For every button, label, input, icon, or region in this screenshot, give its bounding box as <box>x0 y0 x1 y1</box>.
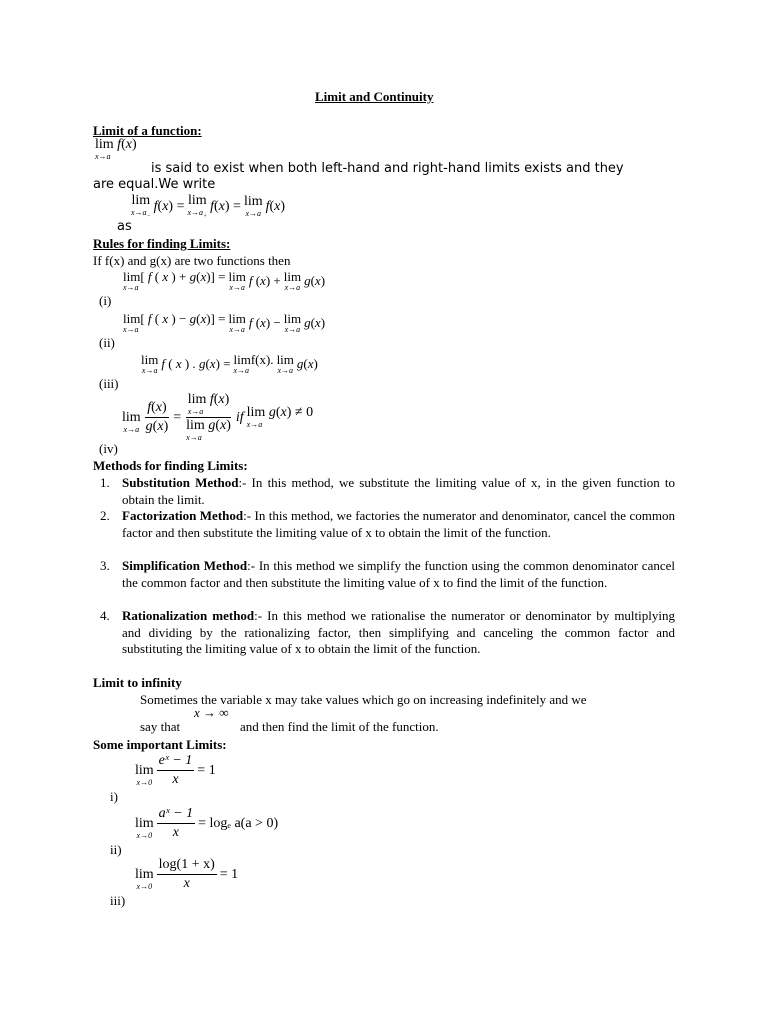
important-label-3: iii) <box>110 893 126 908</box>
rule-2-formula: lim[ f ( x ) − g(x)] = x→a lim x→a f (x) − lim x→a g(x) <box>123 311 326 334</box>
method-4: Rationalization method:- In this method we rationalise the numerator or denominator by multiplying and dividing by the rationalizing factor, then simplifying and canceling the common factor and substituting the limiting value of x to obtain the limit of the function. <box>122 608 675 657</box>
rule-4-formula: lim x→a $\frac{f(x)}{g(x)}$ = lim f(x) x→a lim g(x) x→a if lim g(x) ≠ 0 x→a <box>122 392 314 442</box>
rule-1-label: (i) <box>99 293 112 308</box>
important-limit-2: lim x→0 $\frac{\text{aˣ − 1}}{x}$ = logₑ a(a > 0) <box>135 806 279 841</box>
rule-4-label: (iv) <box>99 441 118 456</box>
rule-3-formula: lim x→a f ( x ) . g(x) = limf(x). x→a lim x→a g(x) <box>141 352 318 375</box>
infinity-arrow: x → ∞ <box>194 705 229 720</box>
important-limit-1: lim x→0 $\frac{\text{eˣ − 1}}{x}$ = 1 <box>135 753 216 788</box>
infinity-say-that: say that <box>140 719 181 734</box>
limit-notation: lim f(x) x→a <box>95 137 137 161</box>
rules-heading: Rules for finding Limits: <box>93 236 231 251</box>
important-heading: Some important Limits: <box>93 737 227 752</box>
important-label-2: ii) <box>110 842 122 857</box>
rule-1-formula: lim[ f ( x ) + g(x)] = x→a lim x→a f (x) + lim x→a g(x) <box>123 269 326 292</box>
limit-heading: Limit of a function: <box>93 123 202 138</box>
infinity-text-line2: and then find the limit of the function. <box>240 719 439 734</box>
infinity-heading: Limit to infinity <box>93 675 182 690</box>
limit-text-line2: are equal.We write <box>93 177 216 192</box>
method-2: Factorization Method:- In this method, we factories the numerator and denominator, cancel the common factor and then substitute the limiting value of x to obtain the limit of the function. <box>122 508 675 540</box>
method-3: Simplification Method:- In this method we simplify the function using the common denominator cancel the common factor and then substitute the limiting value of x to find the limit of the function. <box>122 558 675 590</box>
page-title: Limit and Continuity <box>315 89 434 104</box>
method-4-number: 4. <box>100 608 110 623</box>
method-1: Substitution Method:- In this method, we substitute the limiting value of x, in the given function to obtain the limit. <box>122 475 676 507</box>
method-3-number: 3. <box>100 558 110 573</box>
limit-equality: lim $x\to a_-$ f(x) = lim $x\to a_+$ f(x) = lim x→a f(x) <box>131 193 286 220</box>
rules-intro: If f(x) and g(x) are two functions then <box>93 253 291 268</box>
methods-heading: Methods for finding Limits: <box>93 458 248 473</box>
rule-3-label: (iii) <box>99 376 119 391</box>
method-1-number: 1. <box>100 475 110 490</box>
limit-text-line1: is said to exist when both left-hand and right-hand limits exists and they <box>151 161 624 176</box>
important-limit-3: lim x→0 $\frac{\log(1 + x)}{x}$ = 1 <box>135 857 239 892</box>
method-2-number: 2. <box>100 508 110 523</box>
infinity-text-line1: Sometimes the variable x may take values which go on increasing indefinitely and we <box>140 692 587 707</box>
important-label-1: i) <box>110 789 118 804</box>
rule-2-label: (ii) <box>99 335 115 350</box>
as-label: as <box>117 219 132 234</box>
